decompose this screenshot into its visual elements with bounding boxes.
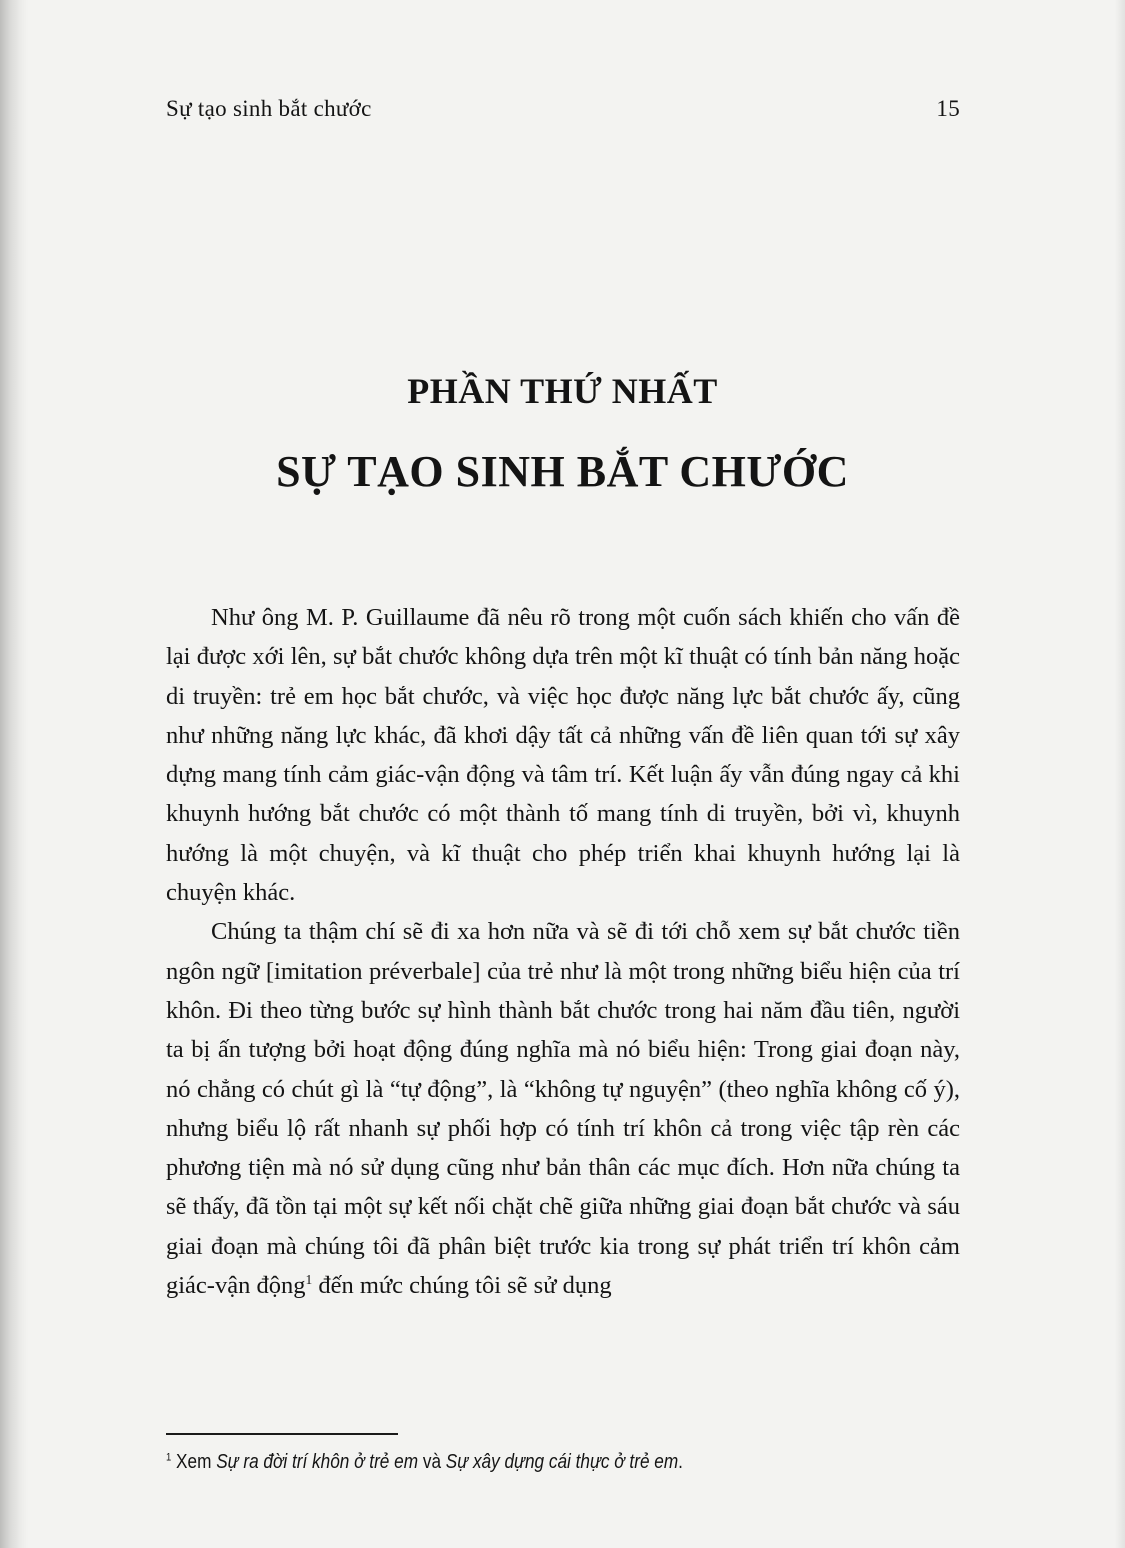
footnote-suffix: .: [678, 1451, 683, 1473]
footnote: [166, 1451, 849, 1474]
paragraph-2: [166, 912, 960, 1305]
footnote-prefix: Xem: [171, 1451, 217, 1473]
page-gutter-shadow: [0, 0, 28, 1548]
running-head-title: Sự tạo sinh bắt chước: [166, 96, 372, 121]
chapter-title: SỰ TẠO SINH BẮT CHƯỚC: [276, 447, 849, 496]
paragraph-2-main: Chúng ta thậm chí sẽ đi xa hơn nữa và sẽ đi tới chỗ xem sự bắt chước tiền ngôn ngữ [imitation préverbale] của trẻ như là một trong những biểu hiện của trí khôn. Đi theo từng bước sự hình thành bắt chước trong hai năm đầu tiên, người ta bị ấn tượng bởi hoạt động đúng nghĩa mà nó biểu hiện: Trong giai đoạn này, nó chẳng có chút gì là “tự động”, là “không tự nguyện” (theo nghĩa không cố ý), nhưng biểu lộ rất nhanh sự phối hợp có tính trí khôn cả trong việc tập rèn các phương tiện mà nó sử dụng cũng như bản thân các mục đích. Hơn nữa chúng ta sẽ thấy, đã tồn tại một sự kết nối chặt chẽ giữa những giai đoạn bắt chước và sáu giai đoạn mà chúng tôi đã phân biệt trước kia trong sự phát triển trí khôn cảm giác-vận động: [166, 918, 960, 1300]
paragraph-2-tail: đến mức chúng tôi sẽ sử dụng: [312, 1272, 612, 1300]
page-edge-shadow: [1115, 0, 1125, 1548]
footnote-marker: 1: [166, 1451, 172, 1464]
body-text: [166, 598, 960, 1305]
footnote-reference[interactable]: 1: [305, 1271, 313, 1287]
paragraph-1: Như ông M. P. Guillaume đã nêu rõ trong một cuốn sách khiến cho vấn đề lại được xới lên, sự bắt chước không dựa trên một kĩ thuật có tính bản năng hoặc di truyền: trẻ em học bắt chước, và việc học được năng lực bắt chước ấy, cũng như những năng lực khác, đã khơi dậy tất cả những vấn đề liên quan tới sự xây dựng mang tính cảm giác-vận động và tâm trí. Kết luận ấy vẫn đúng ngay cả khi khuynh hướng bắt chước có một thành tố mang tính di truyền, bởi vì, khuynh hướng là một chuyện, và kĩ thuật cho phép triển khai khuynh hướng lại là chuyện khác.: [166, 604, 960, 907]
part-heading: PHẦN THỨ NHẤT: [407, 371, 718, 411]
footnote-book-2: Sự xây dựng cái thực ở trẻ em: [445, 1451, 679, 1473]
footnote-divider: [166, 1433, 398, 1435]
page-number: 15: [936, 96, 960, 121]
footnote-connector: và: [418, 1451, 446, 1473]
footnote-book-1: Sự ra đời trí khôn ở trẻ em: [216, 1451, 419, 1473]
running-head: [166, 96, 960, 128]
